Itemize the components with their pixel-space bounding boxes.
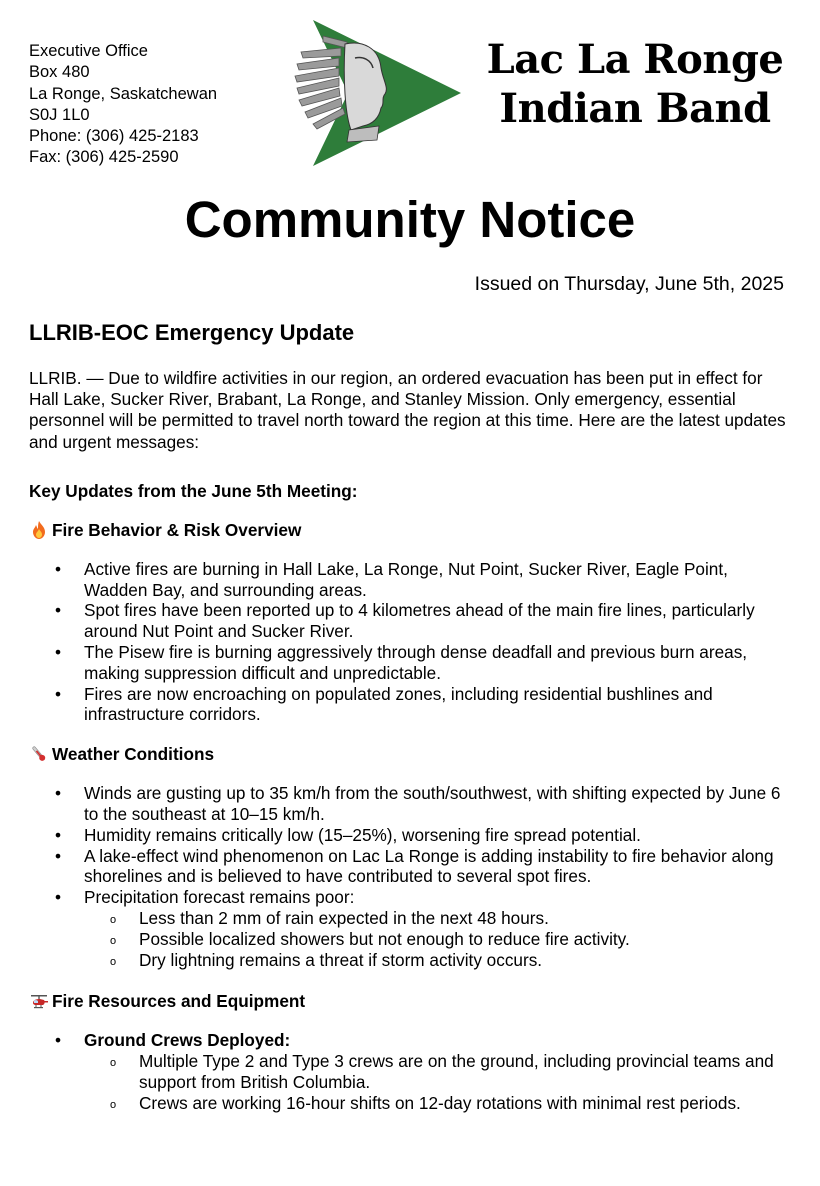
address-line: Executive Office xyxy=(29,42,148,60)
intro-paragraph: LLRIB. — Due to wildfire activities in our region, an ordered evacuation has been put in effect for Hall Lake, Sucker River, Brabant, La Ronge, and Stanley Mission. Only emergency, essential personnel will be permitted to travel north toward the region at this time. Here are the latest updates and urgent messages: xyxy=(29,368,786,452)
thermometer-icon xyxy=(29,744,49,764)
list-item-text: Ground Crews Deployed: xyxy=(84,1030,291,1051)
resources-list xyxy=(29,1030,789,1113)
list-item: • Spot fires have been reported up to 4 kilometres ahead of the main fire lines, particularly around Nut Point and Sucker River. xyxy=(29,600,789,642)
list-item xyxy=(29,887,789,970)
fire-list xyxy=(29,559,789,725)
sub-list-item: o Possible localized showers but not enough to reduce fire activity. xyxy=(84,929,789,950)
organization-name xyxy=(470,35,800,133)
sub-list-item: o Crews are working 16-hour shifts on 12-day rotations with minimal rest periods. xyxy=(84,1093,789,1114)
helicopter-icon xyxy=(29,991,49,1011)
page-title: Community Notice xyxy=(184,191,636,248)
list-item: • Humidity remains critically low (15–25%), worsening fire spread potential. xyxy=(29,825,789,846)
sub-list-item: o Dry lightning remains a threat if storm activity occurs. xyxy=(84,950,789,971)
fire-icon xyxy=(29,520,49,540)
list-item xyxy=(29,1030,789,1113)
fire-section-heading xyxy=(29,519,789,541)
weather-list xyxy=(29,783,789,970)
key-updates-heading: Key Updates from the June 5th Meeting: xyxy=(29,480,358,501)
weather-section-title: Weather Conditions xyxy=(52,744,215,765)
fire-section-title: Fire Behavior & Risk Overview xyxy=(52,519,302,540)
sub-list-item: o Less than 2 mm of rain expected in the next 48 hours. xyxy=(84,908,789,929)
list-item: • Fires are now encroaching on populated zones, including residential bushlines and infrastructure corridors. xyxy=(29,684,789,726)
organization-name-line2: Indian Band xyxy=(499,85,771,132)
update-heading: LLRIB-EOC Emergency Update xyxy=(29,320,355,345)
list-item: • Winds are gusting up to 35 km/h from the south/southwest, with shifting expected by June 6 to the southeast at 10–15 km/h. xyxy=(29,783,789,825)
address-line: Box 480 xyxy=(29,63,90,82)
list-item-text: Precipitation forecast remains poor: xyxy=(84,887,355,908)
address-line: S0J 1L0 xyxy=(29,105,90,124)
fax-line: Fax: (306) 425-2590 xyxy=(29,148,179,167)
precipitation-sublist xyxy=(84,908,789,970)
sub-list-item: o Multiple Type 2 and Type 3 crews are on the ground, including provincial teams and support from British Columbia. xyxy=(84,1051,789,1093)
weather-section-heading xyxy=(29,743,789,765)
resources-section-heading xyxy=(29,990,789,1012)
notice-body xyxy=(29,318,789,1114)
ground-crews-sublist xyxy=(84,1051,789,1113)
list-item: • A lake-effect wind phenomenon on Lac La Ronge is adding instability to fire behavior along shorelines and is believed to have contributed to several spot fires. xyxy=(29,846,789,888)
organization-name-line1: Lac La Ronge xyxy=(486,36,784,83)
band-logo-icon xyxy=(293,18,463,168)
issued-date: Issued on Thursday, June 5th, 2025 xyxy=(474,273,784,295)
list-item: • The Pisew fire is burning aggressively through dense deadfall and previous burn areas, making suppression difficult and unpredictable. xyxy=(29,642,789,684)
phone-line: Phone: (306) 425-2183 xyxy=(29,127,199,146)
resources-section-title: Fire Resources and Equipment xyxy=(52,991,306,1012)
address-block xyxy=(29,41,217,169)
list-item: • Active fires are burning in Hall Lake, La Ronge, Nut Point, Sucker River, Eagle Point, Wadden Bay, and surrounding areas. xyxy=(29,559,789,601)
address-line: La Ronge, Saskatchewan xyxy=(29,84,218,103)
